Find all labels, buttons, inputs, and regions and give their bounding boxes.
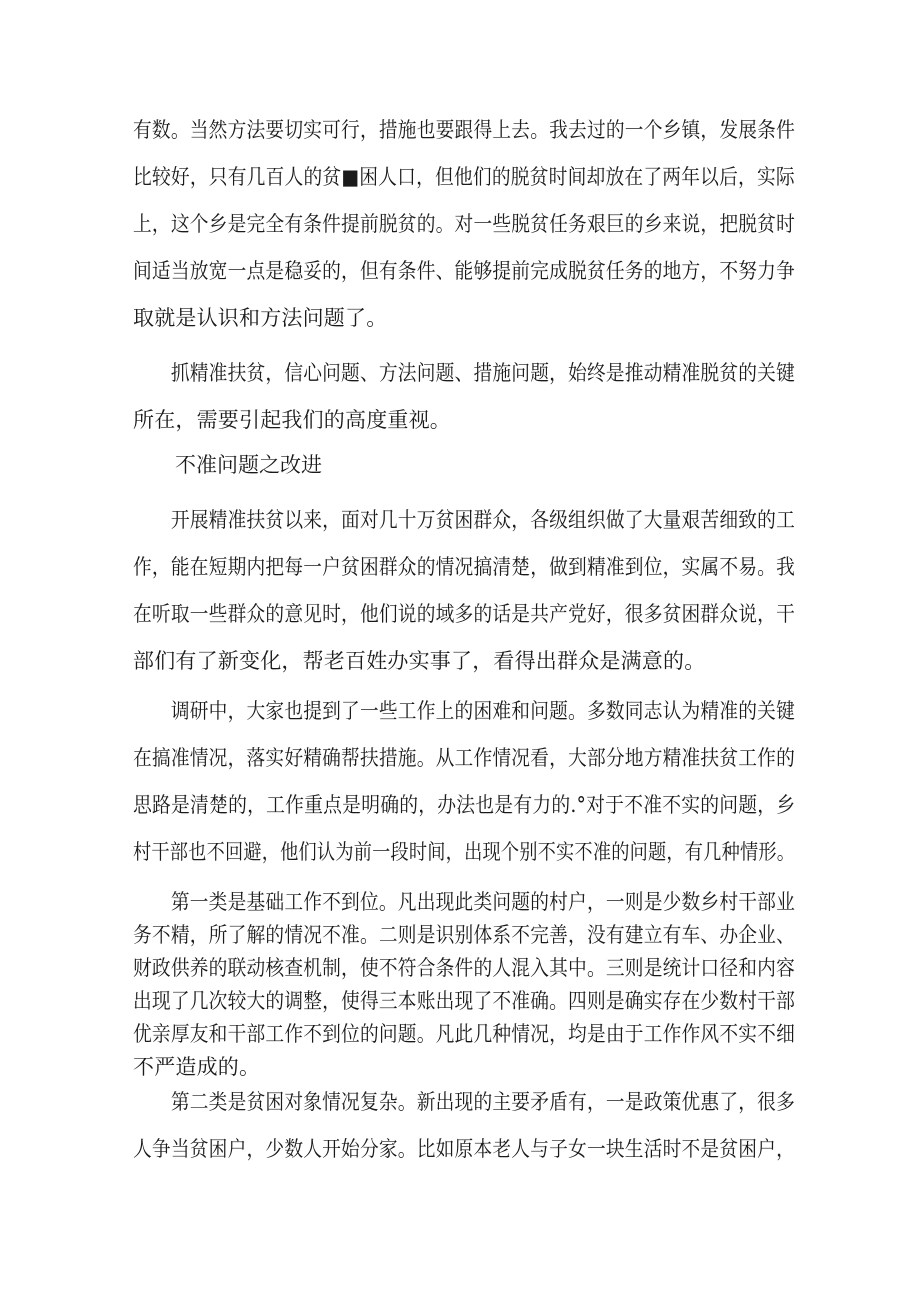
paragraph-key-issues: [133, 350, 796, 444]
paragraph-category-one: [133, 886, 796, 1084]
text-line: 人争当贫困户，少数人开始分家。比如原本老人与子女一块生活时不是贫困户，: [133, 1137, 796, 1161]
text-line: 所在，需要引起我们的高度重视。: [133, 408, 451, 432]
paragraph-achievements: [133, 497, 796, 685]
text-line: 上，这个乡是完全有条件提前脱贫的。对一些脱贫任务艰巨的乡来说，把脱贫时: [133, 212, 796, 236]
text-line: 在听取一些群众的意见时，他们说的域多的话是共产党好，很多贫困群众说，干: [133, 602, 796, 626]
text-line: 间适当放宽一点是稳妥的，但有条件、能够提前完成脱贫任务的地方，不努力争: [133, 259, 796, 283]
text-line: 村干部也不回避，他们认为前一段时间，出现个别不实不准的问题，有几种情形。: [133, 840, 796, 864]
text-line: 部们有了新变化，帮老百姓办实事了，看得出群众是满意的。: [133, 649, 706, 673]
section-heading-text: 不准问题之改进: [175, 453, 322, 477]
text-line: 开展精准扶贫以来，面对几十万贫困群众，各级组织做了大量艰苦细致的工: [133, 508, 796, 532]
text-line: 取就是认识和方法问题了。: [133, 306, 388, 330]
text-line: 第一类是基础工作不到位。凡出现此类问题的村户，一则是少数乡村干部业: [133, 890, 796, 914]
paragraph-method: [133, 107, 796, 342]
text-line: 抓精准扶贫，信心问题、方法问题、措施问题，始终是推动精准脱贫的关键: [133, 361, 796, 385]
text-line: 财政供养的联动核查机制，使不符合条件的人混入其中。三则是统计口径和内容: [133, 956, 796, 980]
text-line: 出现了几次较大的调整，使得三本账出现了不准确。四则是确实存在少数村干部: [133, 989, 796, 1013]
text-line: 比较好，只有几百人的贫■困人口，但他们的脱贫时间却放在了两年以后，实际: [133, 165, 795, 189]
text-line: 优亲厚友和干部工作不到位的问题。凡此几种情况，均是由于工作作风不实不细: [133, 1022, 796, 1046]
text-line: 思路是清楚的，工作重点是明确的，办法也是有力的.°对于不准不实的问题，乡: [133, 793, 796, 817]
text-line: 在搞准情况，落实好精确帮扶措施。从工作情况看，大部分地方精准扶贫工作的: [133, 746, 796, 770]
text-line: 不严造成的。: [133, 1055, 261, 1079]
text-line: 第二类是贫困对象情况复杂。新出现的主要矛盾有，一是政策优惠了，很多: [133, 1090, 796, 1114]
text-line: 有数。当然方法要切实可行，措施也要跟得上去。我去过的一个乡镇，发展条件: [133, 118, 796, 142]
text-line: 调研中，大家也提到了一些工作上的困难和问题。多数同志认为精准的关键: [133, 699, 796, 723]
section-heading: [175, 442, 322, 489]
text-line: 务不精，所了解的情况不准。二则是识别体系不完善，没有建立有车、办企业、: [133, 923, 796, 947]
text-line: 作，能在短期内把每一户贫困群众的情况搞清楚，做到精准到位，实属不易。我: [133, 555, 796, 579]
paragraph-category-two: [133, 1079, 796, 1173]
paragraph-research: [133, 688, 796, 876]
